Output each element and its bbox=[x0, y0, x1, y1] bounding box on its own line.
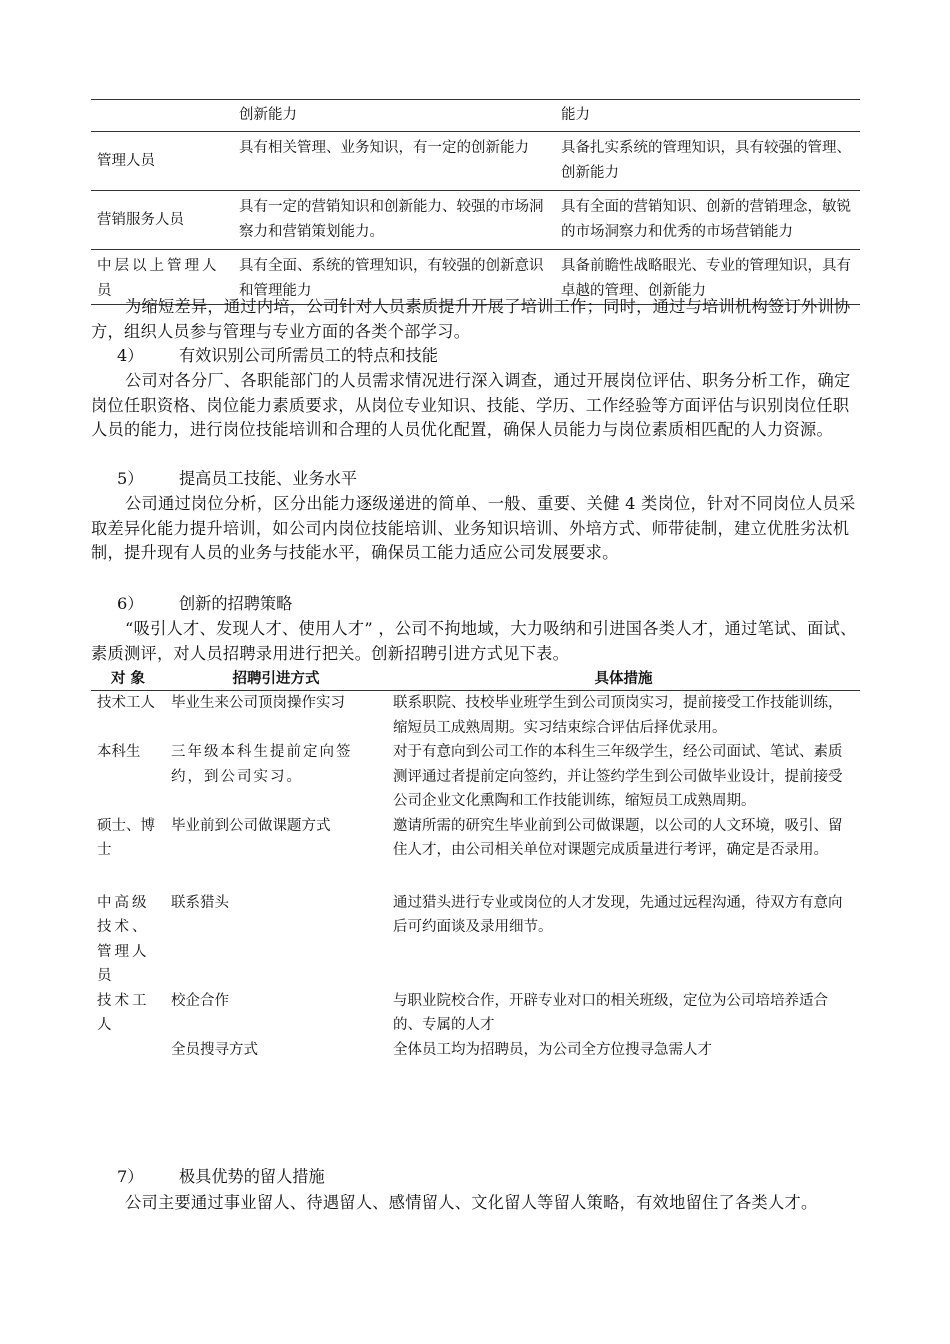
target-cell: 硕士、博士 bbox=[97, 817, 155, 858]
table-row bbox=[91, 132, 860, 191]
current-capability-cell: 具有一定的营销知识和创新能力、较强的市场洞察力和营销策划能力。 bbox=[233, 191, 555, 250]
role-cell: 营销服务人员 bbox=[91, 191, 233, 250]
section-title: 有效识别公司所需员工的特点和技能 bbox=[179, 346, 438, 365]
section-heading-4 bbox=[117, 344, 438, 368]
section-heading-6 bbox=[117, 592, 292, 616]
recruitment-table bbox=[91, 668, 860, 1062]
header-cell: 具体措施 bbox=[387, 668, 860, 691]
header-cell: 招聘引进方式 bbox=[165, 668, 387, 691]
target-cell: 技术工人 bbox=[97, 695, 155, 711]
table-row bbox=[91, 814, 860, 891]
measure-cell: 邀请所需的研究生毕业前到公司做课题，以公司的人文环境，吸引、留住人才，由公司相关单位对课题完成质量进行考评，确定是否录用。 bbox=[393, 817, 843, 858]
method-cell: 毕业生来公司顶岗操作实习 bbox=[171, 695, 345, 711]
method-cell: 毕业前到公司做课题方式 bbox=[171, 817, 331, 834]
target-capability-cell: 具有全面的营销知识、创新的营销理念，敏锐的市场洞察力和优秀的市场营销能力 bbox=[555, 191, 860, 250]
paragraph-training: 为缩短差异，通过内培，公司针对人员素质提升开展了培训工作；同时，通过与培训机构签订外训协方，组织人员参与管理与专业方面的各类个部学习。 bbox=[91, 297, 851, 341]
method-cell: 三年级本科生提前定向签约，到公司实习。 bbox=[171, 744, 353, 785]
target-cell: 技术工人 bbox=[97, 992, 150, 1033]
section-title: 提高员工技能、业务水平 bbox=[179, 469, 358, 488]
target-capability-cell: 具备扎实系统的管理知识，具有较强的管理、创新能力 bbox=[555, 132, 860, 191]
method-cell: 联系猎头 bbox=[171, 894, 229, 911]
section-heading-7 bbox=[117, 1165, 325, 1189]
role-cell: 管理人员 bbox=[91, 132, 233, 191]
paragraph-5: 公司通过岗位分析，区分出能力逐级递进的简单、一般、重要、关健 4 类岗位，针对不同岗位人员采取差异化能力提升培训，如公司内岗位技能培训、业务知识培训、外培方式、师带徒制，建立优胜劣汰机制，提升现有人员的业务与技能水平，确保员工能力适应公司发展要求。 bbox=[91, 494, 856, 562]
header-cell: 创新能力 bbox=[233, 100, 555, 132]
header-cell bbox=[91, 100, 233, 132]
table-row bbox=[91, 691, 860, 741]
table-row bbox=[91, 740, 860, 814]
section-title: 创新的招聘策略 bbox=[179, 594, 293, 613]
measure-cell: 对于有意向到公司工作的本科生三年级学生，经公司面试、笔试、素质测评通过者提前定向签约，并让签约学生到公司做毕业设计，提前接受公司企业文化熏陶和工作技能训练，缩短员工成熟周期。 bbox=[393, 744, 843, 809]
measure-cell: 全体员工均为招聘员，为公司全方位搜寻急需人才 bbox=[393, 1041, 712, 1058]
measure-cell: 与职业院校合作，开辟专业对口的相关班级，定位为公司培培养适合的、专属的人才 bbox=[393, 992, 828, 1033]
table-row bbox=[91, 891, 860, 989]
current-capability-cell: 具有全面、系统的管理知识，有较强的创新意识和管理能力 bbox=[233, 250, 555, 305]
paragraph-4: 公司对各分厂、各职能部门的人员需求情况进行深入调查，通过开展岗位评估、职务分析工作，确定岗位任职资格、岗位能力素质要求，从岗位专业知识、技能、学历、工作经验等方面评估与识别岗位任职人员的能力，进行岗位技能培训和合理的人员优化配置，确保人员能力与岗位素质相匹配的人力资源。 bbox=[91, 371, 851, 439]
method-cell: 校企合作 bbox=[171, 992, 229, 1009]
header-cell: 对 象 bbox=[91, 668, 165, 691]
paragraph-7: 公司主要通过事业留人、待遇留人、感情留人、文化留人等留人策略，有效地留住了各类人才。 bbox=[125, 1193, 818, 1212]
table-row bbox=[91, 1038, 860, 1063]
method-cell: 全员搜寻方式 bbox=[171, 1041, 258, 1058]
section-number: 6） bbox=[117, 594, 144, 613]
section-heading-5 bbox=[117, 467, 357, 491]
role-cell: 中层以上管理人员 bbox=[91, 250, 233, 305]
section-number: 4） bbox=[117, 346, 144, 365]
table-row bbox=[91, 191, 860, 250]
section-title: 极具优势的留人措施 bbox=[179, 1167, 325, 1186]
target-cell: 本科生 bbox=[97, 744, 141, 760]
header-cell: 能力 bbox=[555, 100, 860, 132]
current-capability-cell: 具有相关管理、业务知识，有一定的创新能力 bbox=[233, 132, 555, 191]
measure-cell: 联系职院、技校毕业班学生到公司顶岗实习，提前接受工作技能训练，缩短员工成熟周期。实习结束综合评估后择优录用。 bbox=[393, 695, 843, 736]
target-cell bbox=[91, 1038, 165, 1063]
target-capability-cell: 具备前瞻性战略眼光、专业的管理知识，具有卓越的管理、创新能力 bbox=[555, 250, 860, 305]
table-row bbox=[91, 989, 860, 1038]
table-header-row bbox=[91, 100, 860, 132]
target-cell: 中高级技术、管理人员 bbox=[97, 894, 150, 984]
capability-table bbox=[91, 99, 860, 305]
section-number: 5） bbox=[117, 469, 144, 488]
paragraph-6: “吸引人才、发现人才、使用人才” ，公司不拘地域，大力吸纳和引进国各类人才，通过笔试、面试、素质测评，对人员招聘录用进行把关。创新招聘引进方式见下表。 bbox=[91, 619, 857, 663]
measure-cell: 通过猎头进行专业或岗位的人才发现，先通过远程沟通，待双方有意向后可约面谈及录用细节。 bbox=[393, 894, 843, 935]
section-number: 7） bbox=[117, 1167, 144, 1186]
table-header-row bbox=[91, 668, 860, 691]
